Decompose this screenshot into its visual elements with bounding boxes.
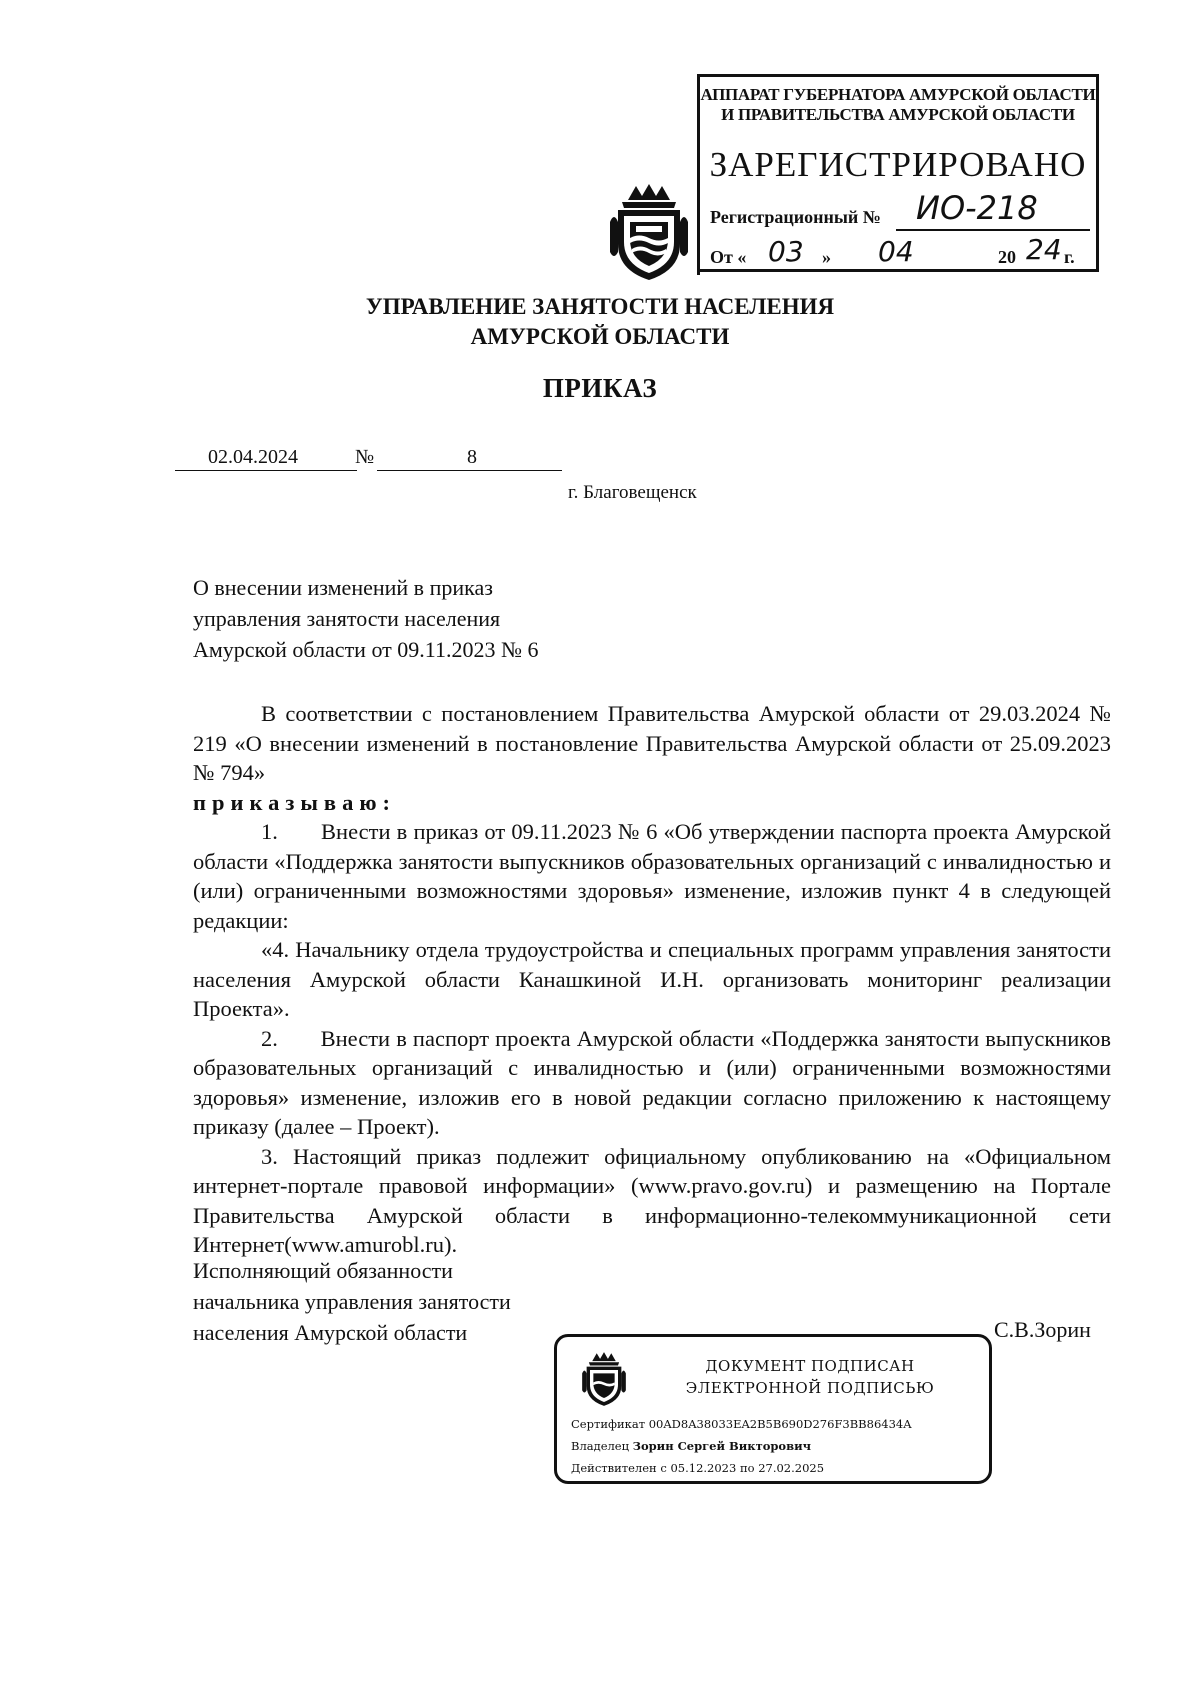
stamp-title: ЗАРЕГИСТРИРОВАНО xyxy=(709,145,1087,184)
document-type: ПРИКАЗ xyxy=(542,373,658,403)
stamp-organization: АППАРАТ ГУБЕРНАТОРА АМУРСКОЙ ОБЛАСТИ И ПРАВИТЕЛЬСТВА АМУРСКОЙ ОБЛАСТИ xyxy=(700,85,1096,124)
department-title: УПРАВЛЕНИЕ ЗАНЯТОСТИ НАСЕЛЕНИЯ АМУРСКОЙ ОБЛАСТИ xyxy=(365,294,835,349)
order-body xyxy=(193,699,1117,1260)
stamp-day: 03 xyxy=(768,235,804,268)
intro-paragraph: В соответствии с постановлением Правительства Амурской области от 29.03.2024 № 219 «О внесении изменений в постановление Правительства Амурской области от 25.09.2023 № 794» xyxy=(193,701,1111,785)
item-2: 2. Внести в паспорт проекта Амурской области «Поддержка занятости выпускников образовательных организаций с инвалидностью и (или) ограниченными возможностями здоровья» изменение, изложив его в новой редакции согласно приложению к настоящему приказу (далее – Проект). xyxy=(193,1025,1117,1139)
signer-position: Исполняющий обязанности начальника управления занятости населения Амурской области xyxy=(193,1258,511,1345)
order-date: 02.04.2024 xyxy=(208,446,298,468)
stamp-year: 24 xyxy=(1026,233,1062,266)
registration-stamp xyxy=(697,74,1099,272)
item-1: 1. Внести в приказ от 09.11.2023 № 6 «Об утверждении паспорта проекта Амурской области «Поддержка занятости выпускников образовательных организаций с инвалидностью и (или) ограниченными возможностями здоровья» изменение, изложив пункт 4 в следующей редакции: xyxy=(193,819,1117,933)
electronic-signature-stamp xyxy=(554,1334,992,1484)
coat-of-arms-icon xyxy=(581,1351,627,1407)
item-1-quote: «4. Начальнику отдела трудоустройства и специальных программ управления занятости населения Амурской области Канашкиной И.Н. организовать мониторинг реализации Проекта». xyxy=(193,937,1111,1021)
stamp-date-row: От « 03 » 04 20 24 г. xyxy=(710,237,1090,273)
stamp-reg-number-row xyxy=(710,189,1090,233)
esig-certificate: Сертификат 00AD8A38033EA2B5B690D276F3BB86434A xyxy=(571,1417,912,1431)
esig-owner: Владелец Зорин Сергей Викторович xyxy=(571,1439,812,1453)
order-number-label: № xyxy=(355,446,375,468)
stamp-month: 04 xyxy=(878,235,914,268)
coat-of-arms-icon xyxy=(608,182,690,282)
reg-number-label: Регистрационный № xyxy=(710,207,881,227)
order-word: приказываю: xyxy=(193,789,397,815)
item-3: 3. Настоящий приказ подлежит официальному опубликованию на «Официальном интернет-портале правовой информации» (www.pravo.gov.ru) и размещению на Портале Правительства Амурской области в информационно-телекоммуникационной сети Интернет(www.amurobl.ru). xyxy=(193,1143,1111,1257)
signer-name: С.В.Зорин xyxy=(994,1317,1091,1342)
order-subject: О внесении изменений в приказ управления занятости населения Амурской области от 09.11.2023 № 6 xyxy=(193,575,539,662)
esig-validity: Действителен с 05.12.2023 по 27.02.2025 xyxy=(571,1461,825,1475)
reg-number-handwritten: ИО-218 xyxy=(916,189,1038,227)
esig-title: ДОКУМЕНТ ПОДПИСАН ЭЛЕКТРОННОЙ ПОДПИСЬЮ xyxy=(685,1357,935,1397)
order-number: 8 xyxy=(467,446,477,468)
city: г. Благовещенск xyxy=(568,482,697,503)
